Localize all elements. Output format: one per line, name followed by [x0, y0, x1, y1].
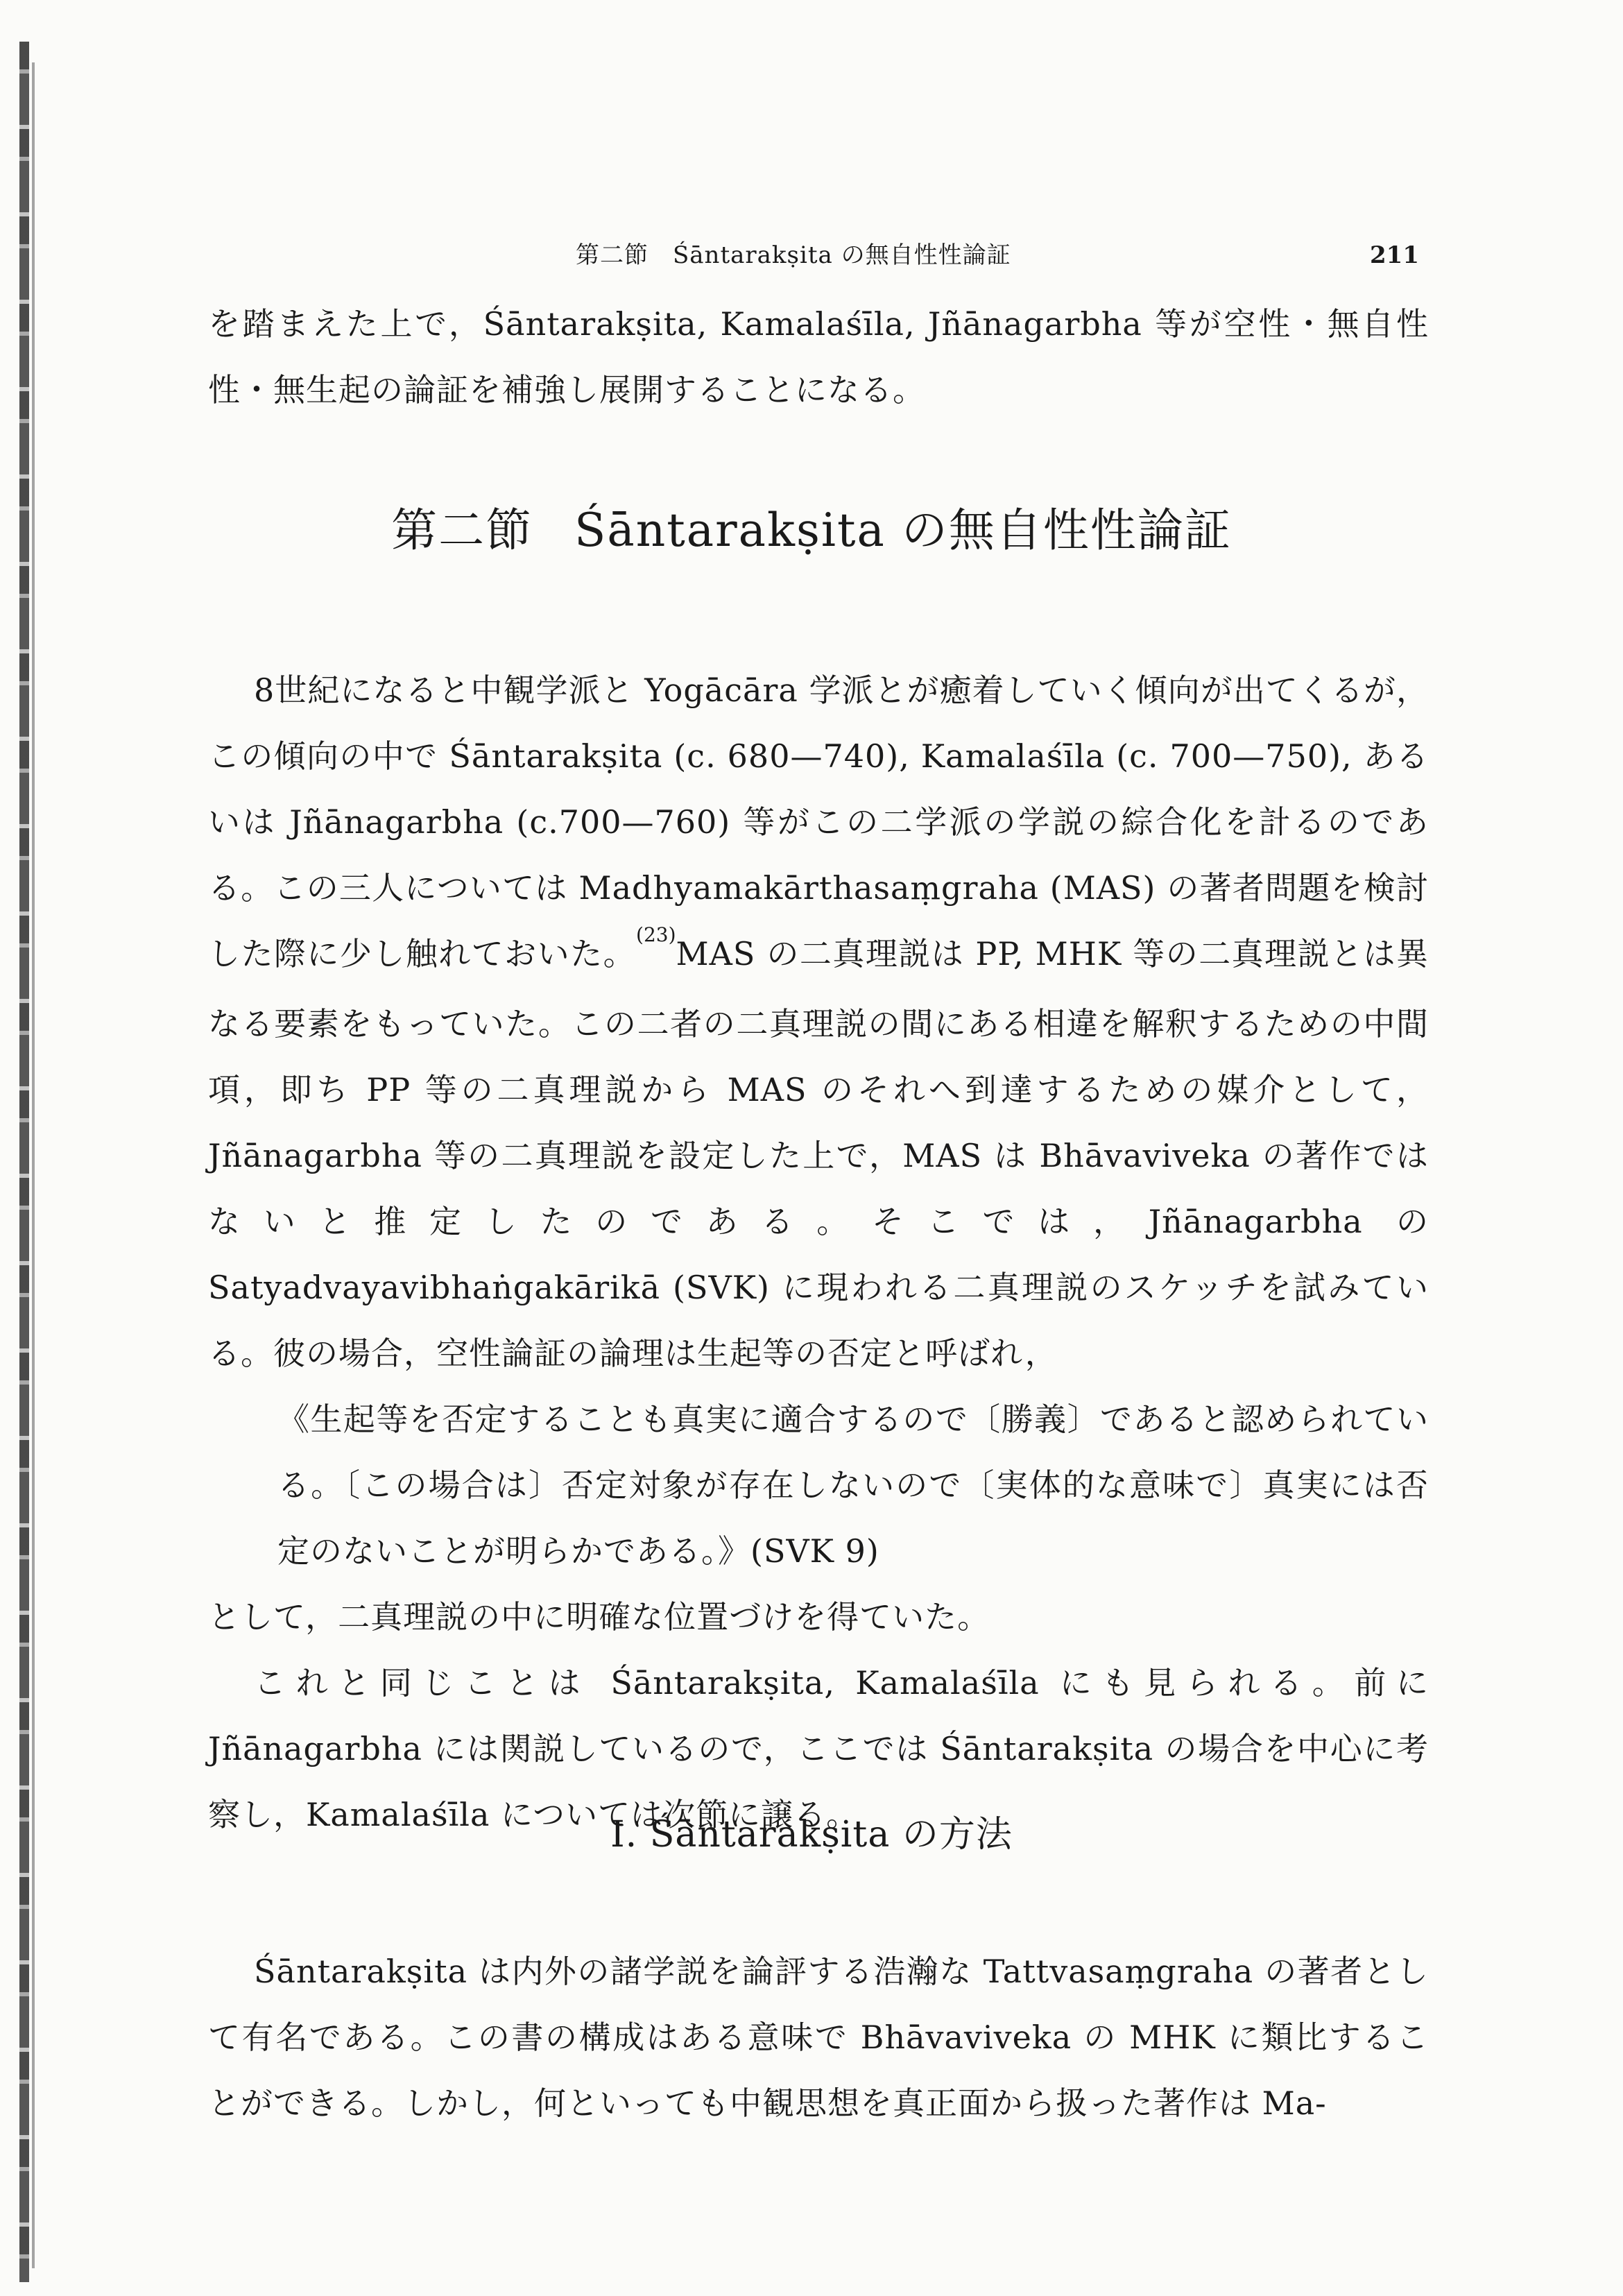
block-quote: 《生起等を否定することも真実に適合するので〔勝義〕であると認められている。〔この場合は〕否定対象が存在しないので〔実体的な意味で〕真実には否定のないことが明らかである。》(SVK 9) [277, 1400, 1429, 1570]
section-heading [0, 499, 1623, 562]
intro-paragraph: を踏まえた上で，Śāntarakṣita, Kamalaśīla, Jñānagarbha 等が空性・無自性性・無生起の論証を補強し展開することになる。 [208, 305, 1429, 409]
paragraph-1 [208, 658, 1429, 1387]
running-header [0, 234, 1623, 276]
running-title: 第二節 Śāntarakṣita の無自性性論証 [576, 241, 1011, 269]
section-title: Śāntarakṣita の無自性性論証 [574, 504, 1232, 557]
intro-block [208, 291, 1429, 423]
paragraph-2: これと同じことは Śāntarakṣita, Kamalaśīla にも見られる。前に Jñānagarbha には関説しているので，ここでは Śāntarakṣita の場合を中心に考察し，Kamalaśīla については次節に譲る。 [208, 1664, 1429, 1833]
main-text-2 [208, 1939, 1429, 2136]
page-number: 211 [1370, 241, 1419, 269]
main-text [208, 658, 1429, 1848]
footnote-reference: (23) [636, 923, 676, 946]
section-number: 第二節 [391, 504, 533, 557]
subsection-heading: I. Śāntarakṣita の方法 [610, 1814, 1013, 1856]
binding-edge [19, 42, 29, 2282]
paragraph-3: Śāntarakṣita は内外の諸学説を論評する浩瀚な Tattvasaṃgraha の著者として有名である。この書の構成はある意味で Bhāvaviveka の MHK に類比することができる。しかし，何といっても中観思想を真正面から扱った著作は Ma- [208, 1953, 1429, 2122]
paragraph-1-part-a: 8世紀になると中観学派と Yogācāra 学派とが癒着していく傾向が出てくるが，この傾向の中で Śāntarakṣita (c. 680—740), Kamalaśīla (c. 700—750), あるいは Jñānagarbha (c.700—760) 等がこの二学派の学説の綜合化を計るのである。この三人については Madhyamakārthasaṃgraha (MAS) の著者問題を検討した際に少し触れておいた。 [208, 671, 1429, 973]
binding-edge-line [32, 62, 35, 2268]
after-quote-line: として，二真理説の中に明確な位置づけを得ていた。 [208, 1598, 990, 1636]
paragraph-1-part-b: MAS の二真理説は PP, MHK 等の二真理説とは異なる要素をもっていた。この二者の二真理説の間にある相違を解釈するための中間項，即ち PP 等の二真理説から MAS のそれへ到達するための媒介として，Jñānagarbha 等の二真理説を設定した上で，MAS は Bhāvaviveka の著作ではないと推定したのである。そこでは，Jñānagarbha の Satyadvayavibhaṅgakārikā (SVK) に現われる二真理説のスケッチを試みている。彼の場合，空性論証の論理は生起等の否定と呼ばれ， [208, 935, 1429, 1372]
